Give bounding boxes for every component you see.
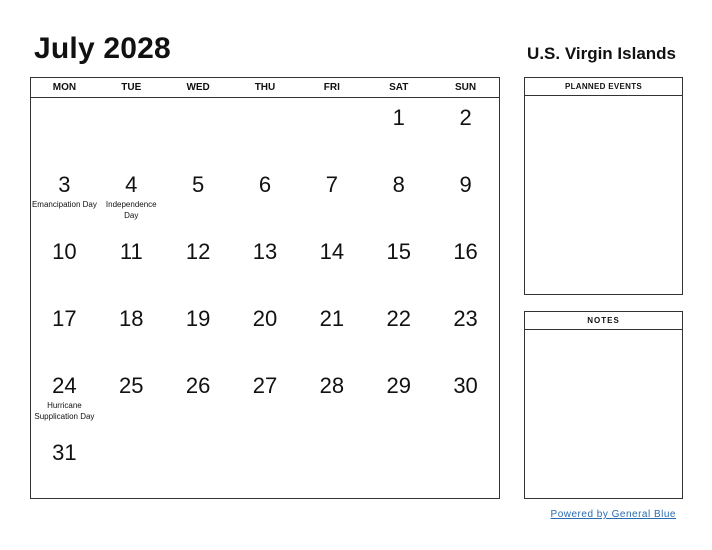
- empty-day-cell: [232, 433, 299, 518]
- day-cell: [298, 232, 365, 299]
- day-cell: [165, 232, 232, 299]
- day-number: 9: [459, 172, 472, 197]
- day-cell: [31, 366, 98, 433]
- day-number: 2: [459, 105, 472, 130]
- planned-events-title: PLANNED EVENTS: [525, 78, 682, 96]
- day-number: 1: [392, 105, 405, 130]
- day-number: 12: [185, 239, 211, 264]
- day-number: 11: [119, 239, 143, 264]
- day-number: 24: [52, 373, 77, 398]
- day-cell: [165, 165, 232, 232]
- weekday-mon: MON: [52, 82, 77, 93]
- calendar-grid: [30, 77, 500, 499]
- weekday-header: [31, 78, 499, 98]
- day-cell: [165, 366, 232, 433]
- empty-day-cell: [98, 98, 165, 165]
- day-cell: [31, 299, 98, 366]
- region-label: U.S. Virgin Islands: [527, 44, 676, 63]
- weekday-sun: SUN: [455, 82, 477, 93]
- day-cell: [232, 232, 299, 299]
- day-number: 4: [125, 172, 138, 197]
- day-number: 14: [319, 239, 345, 264]
- day-number: 20: [252, 306, 278, 331]
- day-number: 3: [58, 172, 71, 197]
- day-cell: [365, 232, 432, 299]
- day-number: 25: [119, 373, 144, 398]
- day-cell: [31, 232, 98, 299]
- day-number: 13: [252, 239, 278, 264]
- day-cell: [98, 299, 165, 366]
- notes-panel: [524, 311, 683, 499]
- day-cell: [365, 299, 432, 366]
- day-number: 27: [252, 373, 278, 398]
- month-title: July 2028: [34, 32, 171, 65]
- empty-day-cell: [98, 433, 165, 518]
- empty-day-cell: [432, 433, 499, 518]
- day-cell: [298, 299, 365, 366]
- day-cell: [232, 366, 299, 433]
- day-cell: [232, 165, 299, 232]
- day-number: 28: [319, 373, 345, 398]
- empty-day-cell: [165, 433, 232, 518]
- day-cell: [165, 299, 232, 366]
- weekday-sat: SAT: [389, 82, 409, 93]
- weekday-tue: TUE: [121, 82, 142, 93]
- empty-day-cell: [31, 98, 98, 165]
- day-number: 17: [52, 306, 77, 331]
- holiday-label: Independence Day: [105, 200, 157, 220]
- day-cell: [31, 165, 98, 232]
- weekday-wed: WED: [186, 82, 210, 93]
- day-number: 30: [453, 373, 478, 398]
- day-number: 21: [319, 306, 345, 331]
- day-cell: [298, 366, 365, 433]
- day-cell: [31, 433, 98, 518]
- day-number: 5: [192, 172, 205, 197]
- day-cell: [432, 366, 499, 433]
- day-number: 23: [453, 306, 478, 331]
- empty-day-cell: [165, 98, 232, 165]
- day-cell: [365, 366, 432, 433]
- day-number: 18: [119, 306, 144, 331]
- day-cell: [98, 366, 165, 433]
- day-number: 16: [453, 239, 478, 264]
- weekday-thu: THU: [254, 82, 276, 93]
- empty-day-cell: [298, 98, 365, 165]
- holiday-label: Hurricane Supplication Day: [34, 401, 95, 421]
- day-number: 22: [386, 306, 411, 331]
- day-number: 10: [52, 239, 77, 264]
- empty-day-cell: [298, 433, 365, 518]
- day-cell: [232, 299, 299, 366]
- powered-by-link[interactable]: Powered by General Blue: [550, 509, 676, 520]
- day-number: 26: [185, 373, 211, 398]
- planned-events-panel: [524, 77, 683, 295]
- calendar-days: [31, 98, 499, 518]
- weekday-fri: FRI: [323, 82, 340, 93]
- day-number: 15: [386, 239, 411, 264]
- day-cell: [432, 98, 499, 165]
- day-cell: [365, 98, 432, 165]
- day-number: 19: [185, 306, 211, 331]
- day-cell: [98, 165, 165, 232]
- day-number: 7: [325, 172, 338, 197]
- day-cell: [365, 165, 432, 232]
- day-cell: [298, 165, 365, 232]
- holiday-label: Emancipation Day: [31, 200, 97, 209]
- empty-day-cell: [365, 433, 432, 518]
- day-cell: [432, 232, 499, 299]
- day-cell: [98, 232, 165, 299]
- day-cell: [432, 165, 499, 232]
- day-number: 6: [258, 172, 272, 197]
- notes-title: NOTES: [525, 312, 682, 330]
- day-number: 31: [52, 440, 77, 465]
- day-number: 29: [386, 373, 411, 398]
- empty-day-cell: [232, 98, 299, 165]
- day-number: 8: [392, 172, 405, 197]
- day-cell: [432, 299, 499, 366]
